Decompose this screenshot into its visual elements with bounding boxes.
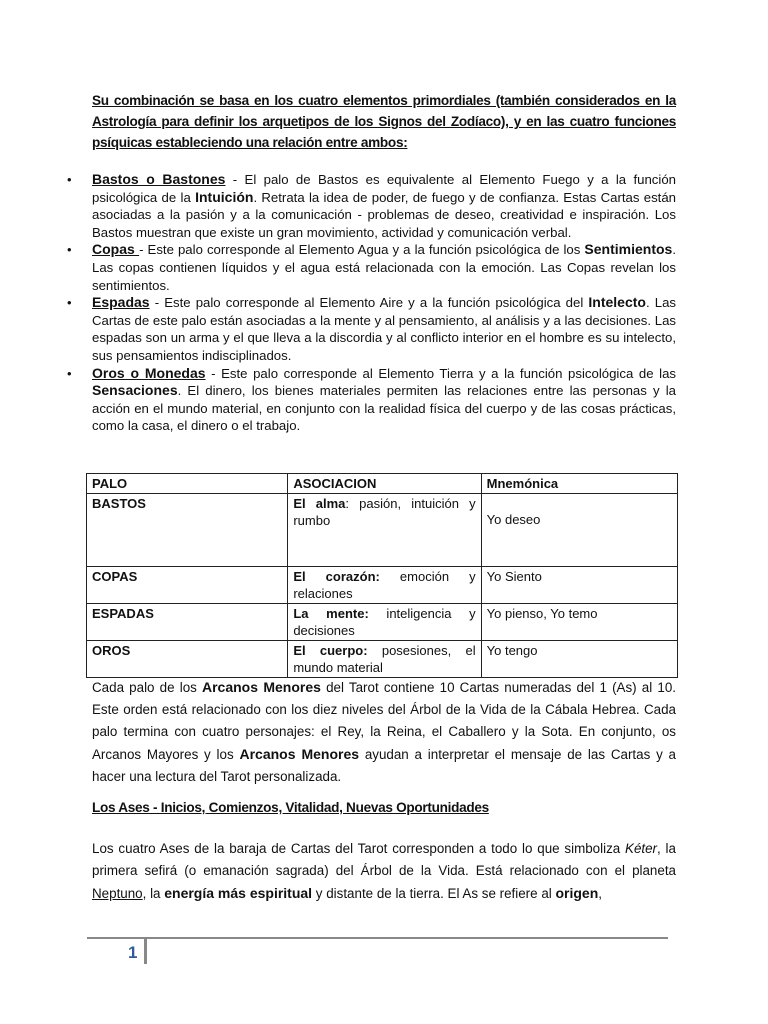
suit-text: . Retrata la idea de poder, de fuego y de confianza. Estas Cartas están asociadas a la pasión y a la comunicación - problemas de deseo, creatividad e inspiración. Los Bastos muestran que existe un gran movimiento, actividad y comunicación verbal.: [92, 189, 677, 240]
suit-text: . El dinero, los bienes materiales permiten las relaciones entre las personas y la acción en el mundo material, en conjunto con la realidad física del cuerpo y de las cosas prácticas, como la casa, el dinero o el trabajo.: [92, 383, 676, 434]
arcanos-menores-paragraph: [92, 676, 676, 788]
para-keyword: energía más espiritual: [164, 885, 313, 901]
assoc-key: El corazón:: [293, 569, 380, 584]
table-cell-mnemonica: Yo pienso, Yo temo: [481, 604, 677, 641]
suits-list: [67, 171, 677, 435]
table-row: [87, 567, 678, 604]
table-header-cell: PALO: [87, 474, 288, 494]
ases-paragraph: [92, 838, 676, 905]
table-cell-asociacion: [288, 567, 481, 604]
suit-keyword: Intelecto: [588, 294, 646, 311]
table-cell-palo: OROS: [87, 641, 288, 678]
para-text: ,: [598, 886, 602, 901]
table-header-cell: ASOCIACION: [288, 474, 481, 494]
footer-divider: [87, 937, 668, 939]
para-text: del Tarot contiene 10 Cartas numeradas del 1 (As) al 10. Este orden está relacionado con los diez niveles del Árbol de la Vida de la Cábala Hebrea. Cada palo termina con cuatro personajes: el Rey, la Reina, el Caballero y la Sota. En conjunto, os Arcanos Mayores y los: [92, 680, 676, 762]
para-text: , la: [142, 886, 165, 901]
suit-name: Copas: [92, 241, 140, 258]
suit-text: - Este palo corresponde al Elemento Agua y a la función psicológica de los: [139, 242, 585, 258]
bullet-icon: •: [67, 365, 72, 381]
assoc-key: El alma: [293, 496, 346, 511]
list-item-oros: [67, 364, 676, 435]
table-cell-mnemonica: Yo tengo: [481, 641, 677, 678]
table-cell-asociacion: [288, 604, 481, 641]
table-cell-mnemonica: Yo Siento: [481, 567, 677, 604]
suit-text: . Las Cartas de este palo están asociadas a la mente y al pensamiento, al análisis y a las decisiones. Las espadas son un arma y el que lleva a la discordia y al conflicto interior en el hombre es su intelecto, sus pensamientos indisciplinados.: [92, 295, 677, 363]
suit-text: - Este palo corresponde al Elemento Aire y a la función psicológica del: [149, 295, 589, 311]
para-text: Los cuatro Ases de la baraja de Cartas del Tarot corresponden a todo lo que simboliza: [92, 841, 626, 856]
suit-text: - El palo de Bastos es equivalente al Elemento Fuego y a la función psicológica de la: [92, 172, 676, 205]
para-keyword: Arcanos Menores: [202, 679, 321, 695]
bullet-icon: •: [67, 242, 72, 258]
para-text: , la primera sefirá (o emanación sagrada) del Árbol de la Vida. Está relacionado con el planeta: [92, 841, 676, 878]
assoc-rest: inteligencia y decisiones: [293, 606, 476, 638]
table-cell-asociacion: [288, 641, 481, 678]
suits-table: [86, 473, 678, 678]
table-cell-palo: ESPADAS: [87, 604, 288, 641]
para-italic: Kéter: [625, 841, 658, 856]
para-keyword: origen: [555, 885, 599, 901]
table-cell-palo: BASTOS: [87, 494, 288, 567]
table-header-cell: Mnemónica: [481, 474, 677, 494]
ases-section-title: Los Ases - Inicios, Comienzos, Vitalidad, Nuevas Oportunidades: [92, 800, 489, 815]
page-number: 1: [128, 943, 138, 962]
suit-keyword: Sensaciones: [92, 382, 178, 399]
assoc-key: El cuerpo:: [293, 643, 368, 658]
assoc-rest: : pasión, intuición y rumbo: [293, 496, 476, 528]
suit-text: - Este palo corresponde al Elemento Tierra y a la función psicológica de las: [205, 365, 676, 381]
table-cell-asociacion: [288, 494, 481, 567]
table-row: [87, 494, 678, 567]
assoc-rest: posesiones, el mundo material: [293, 643, 476, 675]
table-cell-mnemonica: Yo deseo: [481, 494, 677, 567]
para-text: Cada palo de los: [92, 680, 202, 695]
bullet-icon: •: [67, 172, 72, 187]
para-keyword: Arcanos Menores: [239, 746, 360, 762]
suit-name: Oros o Monedas: [92, 364, 206, 381]
assoc-key: La mente:: [293, 606, 369, 621]
suit-keyword: Sentimientos: [584, 241, 673, 258]
table-header-row: [87, 474, 678, 494]
assoc-rest: emoción y relaciones: [293, 569, 476, 601]
list-item-copas: [67, 241, 676, 294]
page-number-divider: [144, 939, 147, 964]
suit-name: Espadas: [92, 294, 150, 311]
list-item-bastos: [67, 171, 677, 241]
para-link[interactable]: Neptuno: [92, 886, 143, 901]
list-item-espadas: [67, 294, 677, 364]
suit-text: . Las copas contienen líquidos y el agua está relacionada con la emoción. Las Copas revelan los sentimientos.: [92, 242, 676, 293]
para-text: y distante de la tierra. El As se refiere al: [312, 886, 556, 901]
table-cell-palo: COPAS: [87, 567, 288, 604]
table-row: [87, 641, 678, 678]
suit-keyword: Intuición: [195, 188, 254, 205]
table-row: [87, 604, 678, 641]
intro-heading: Su combinación se basa en los cuatro elementos primordiales (también considerados en la Astrología para definir los arquetipos de los Signos del Zodíaco), y en las cuatro funciones psíquicas estableciendo una relación entre ambos:: [92, 93, 676, 150]
suit-name: Bastos o Bastones: [92, 171, 226, 187]
para-text: ayudan a interpretar el mensaje de las Cartas y a hacer una lectura del Tarot personalizada.: [92, 747, 677, 784]
bullet-icon: •: [67, 295, 72, 311]
